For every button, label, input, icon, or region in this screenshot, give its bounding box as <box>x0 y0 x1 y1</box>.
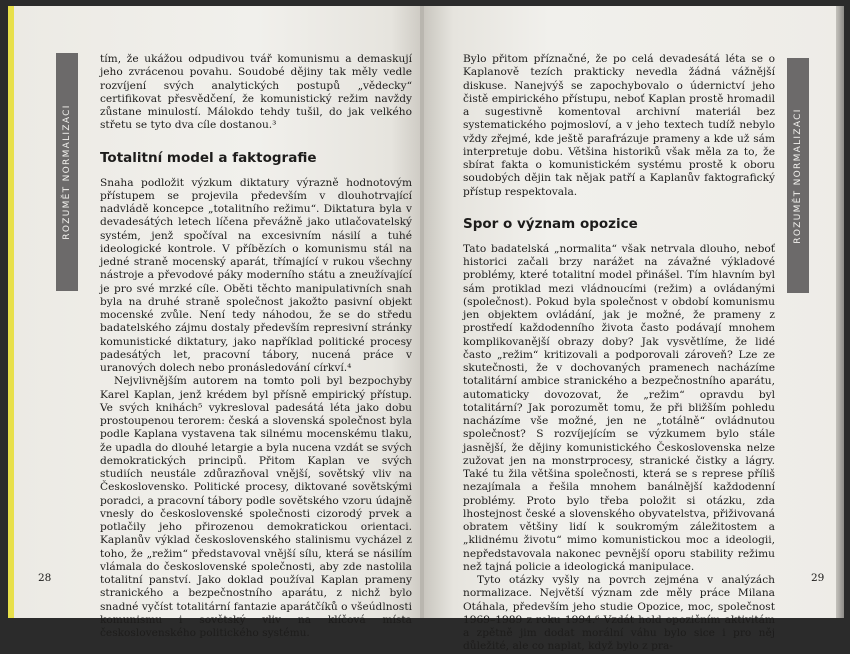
left-page-text <box>100 53 412 640</box>
section-heading: Totalitní model a faktografie <box>100 149 317 166</box>
page-edge-stripe <box>8 6 14 618</box>
running-head-text: ROZUMĚT NORMALIZACI <box>62 104 72 240</box>
paragraph: Bylo přitom příznačné, že po celá devadesátá léta se o Kaplanově tezích prakticky nevedla žádná vážnější diskuse. Nanejvýš se zapochybovalo o údernictví jeho čistě empirického přístupu, neboť Kaplan prostě hromadil a sugestivně komentoval archivní materiál bez systematického pojmosloví, a v jeho textech tudíž nebylo vždy zřejmé, kde ještě parafrázuje prameny a kde už sám interpretuje dobu. Většina historiků však měla za to, že sbírat fakta o komunistickém systému prostě k oboru soudobých dějin tak nějak patří a Kaplanův faktografický přístup respektovala. <box>463 53 775 198</box>
page-number: 28 <box>38 572 52 584</box>
paragraph: Nejvlivnějším autorem na tomto poli byl bezpochyby Karel Kaplan, jenž krédem byl přísně empirický přístup. Ve svých knihách⁵ vykresloval padesátá léta jako dobu prostoupenou terorem: česká a slovenská společnost byla podle Kaplana vystavena tak silnému mocenskému tlaku, že upadla do dlouhé letargie a byla nucena vzdát se svých demokratických principů. Přitom Kaplan ve svých studiích neustále zdůrazňoval vnější, sovětský vliv na Československo. Politické procesy, diktované sovětskými poradci, a pracovní tábory podle sovětského vzoru údajně vnesly do československé společnosti cizorodý prvek a potlačily jeho přirozenou demokratickou orientaci. Kaplanův výklad československého stalinismu vycházel z toho, že „režim“ představoval vnější sílu, která se násilím vlámala do československé společnosti, aby zde nastolila totalitní panství. Jako doklad používal Kaplan prameny stranického a bezpečnostního aparátu, z nichž bylo snadné vyčíst totalitární fantazie aparátčíků o všeúdlnosti komunismu i sovětský vliv na klíčová místa československého politického systému. <box>100 375 412 639</box>
paragraph: Snaha podložit výzkum diktatury výrazně hodnotovým přístupem se projevila především v dlouhotrvající nadvládě koncepce „totalitního režimu“. Diktatura byla v devadesátých letech líčena převážně jako utlačovatelský systém, jenž spočíval na excesivním násilí a tuhé ideologické kontrole. V příbězích o komunismu stál na jedné straně mocenský aparát, třímající v rukou všechny nástroje a převodové páky moderního státu a zneužívající je pro své mrzké cíle. Oběti těchto manipulativních snah byla na druhé straně společnost jakožto pasivní objekt mocenské zvůle. Není tedy náhodou, že se do středu badatelského zájmu dostaly především represivní stránky komunistické diktatury, jako například politické procesy padesátých let, pracovní tábory, nucená práce v uranových dolech nebo pronásledování církví.⁴ <box>100 176 412 374</box>
page-edge-shadow <box>836 6 844 618</box>
page-number: 29 <box>811 572 825 584</box>
book-spread <box>8 6 844 653</box>
running-head-tab <box>56 53 78 291</box>
paragraph: Tyto otázky vyšly na povrch zejména v analýzách normalizace. Největší význam zde měly práce Milana Otáhala, především jeho studie Opozice, moc, společnost 1969–1989 z roku 1994.⁶ Vzdát hold opozičním aktivitám a zpětně jim dodat morální váhu bylo sice i pro něj důležité, ale co naplat, když bylo z pra- <box>463 574 775 653</box>
paragraph: Tato badatelská „normalita“ však netrvala dlouho, neboť historici začali brzy narážet na závažné výkladové problémy, které totalitní model přinášel. Tím hlavním byl sám protiklad mezi vládnoucími (režim) a ovládanými (společnost). Pokud byla společnost v období komunismu jen objektem ovládání, jak je možné, že prameny z prostředí každodenního života často podávají mnohem komplikovanější obrazy doby? Jak vysvětlíme, že lidé často „režim“ kritizovali a podporovali zároveň? Lze ze skutečnosti, že v dochovaných pramenech nacházíme totalitární ambice stranického a bezpečnostního aparátu, automaticky dovozovat, že „režim“ opravdu byl totalitární? Jak porozumět tomu, že při bližším pohledu nacházíme vše možné, jen ne „totálně“ ovládnutou společnost? S rozvíjejícím se výzkumem bylo stále jasnější, že dějiny komunistického Československa nelze zužovat jen na monstrprocesy, stranické čistky a lágry. Také tu žila většina společnosti, která se s represe příliš nezajímala a řešila mnohem banálnější každodenní problémy. Proto bylo třeba položit si otázku, zda lhostejnost české a slovenského obyvatelstva, přiživovaná obratem většiny lidí k soukromým záležitostem a „klidnému životu“ mimo komunistickou moc a ideologii, nepředstavovala nakonec pevnější oporu stability režimu než tajná policie a ideologická manipulace. <box>463 242 775 573</box>
running-head-tab <box>787 58 809 293</box>
paragraph: tím, že ukážou odpudivou tvář komunismu a demaskují jeho zvrácenou povahu. Soudobé dějiny tak měly vedle rozvíjení svých analytických postupů „vědecky“ certifikovat přesvědčení, že komunistický režim navždy zůstane minulostí. Málokdo tehdy tušil, do jak velkého střetu se tyto dva cíle dostanou.³ <box>100 53 412 132</box>
section-heading: Spor o význam opozice <box>463 215 638 232</box>
left-page <box>8 6 420 639</box>
running-head-text: ROZUMĚT NORMALIZACI <box>793 107 803 244</box>
right-page-text <box>463 53 775 654</box>
